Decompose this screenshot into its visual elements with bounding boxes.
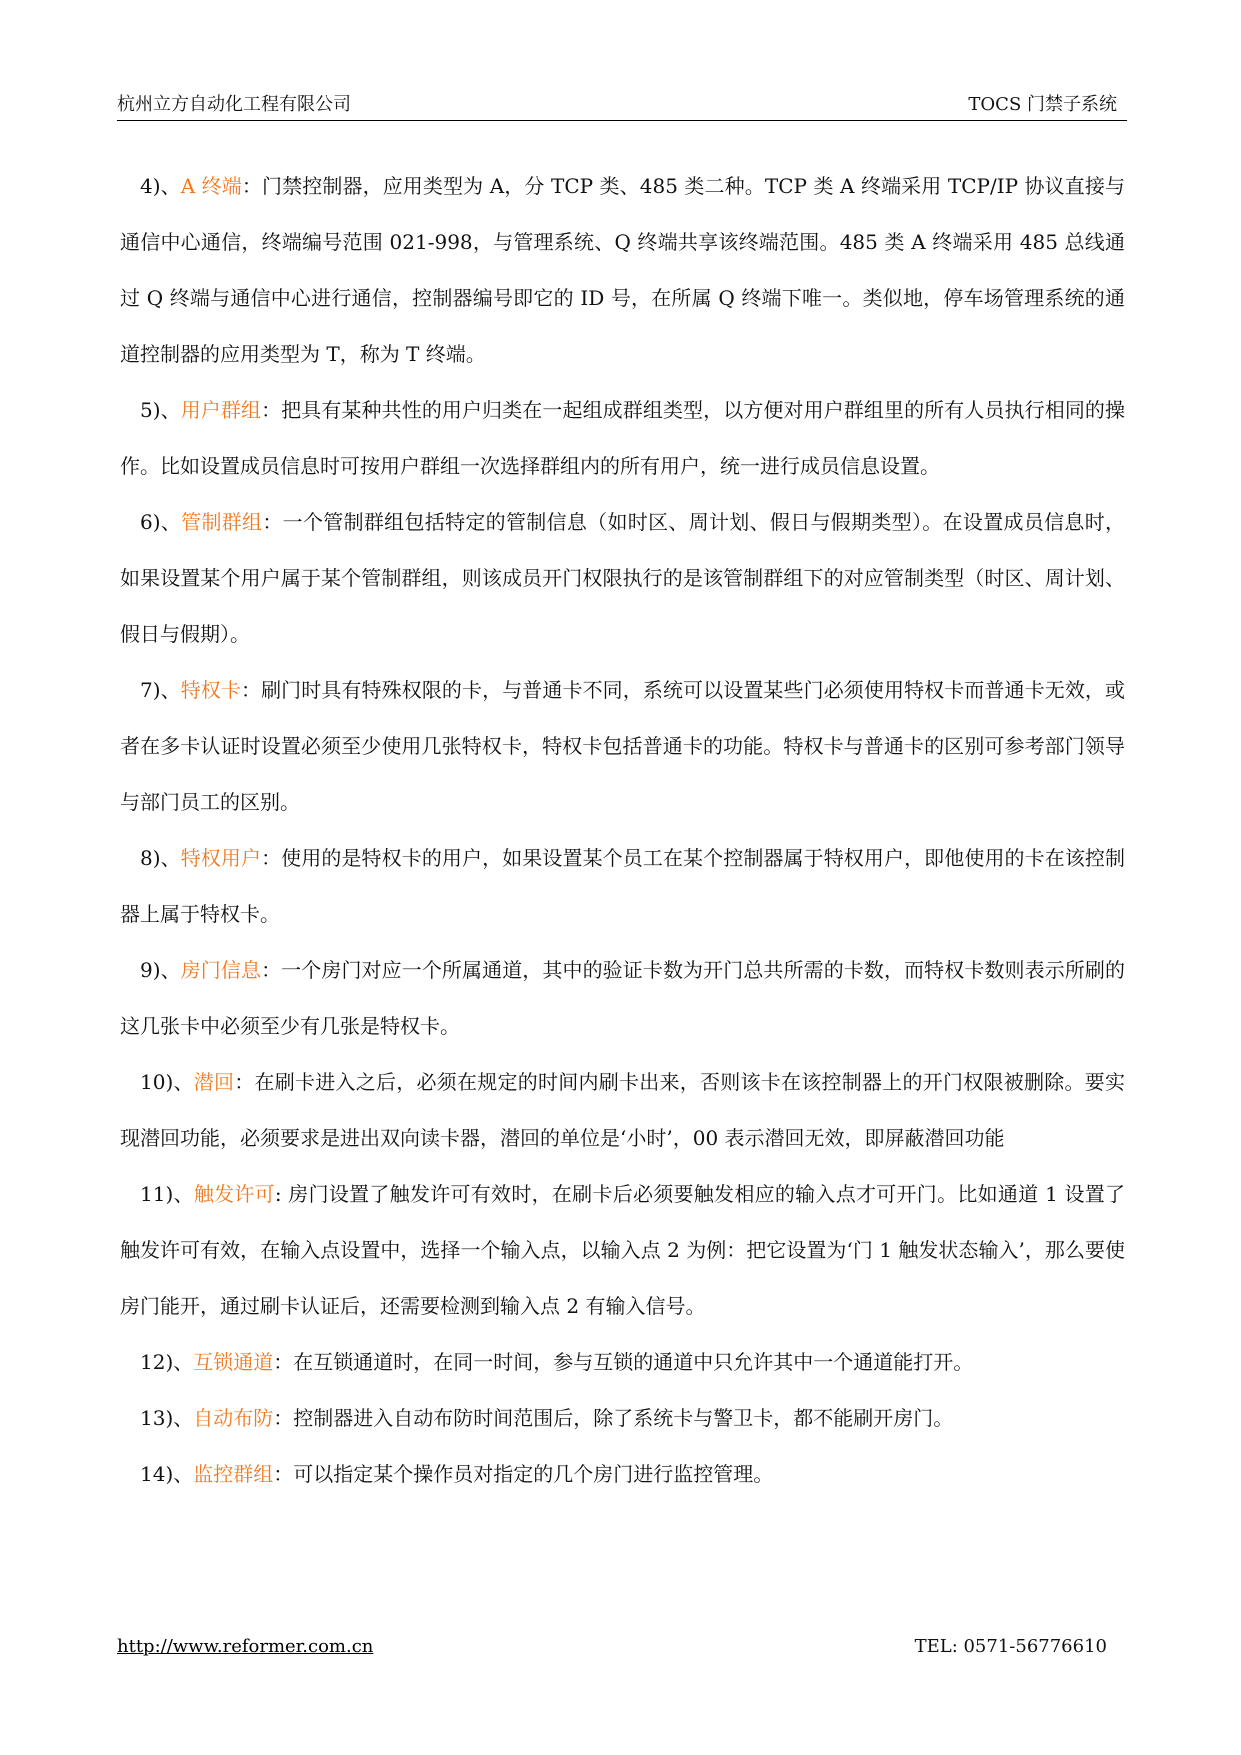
page-footer — [117, 1636, 1127, 1666]
term-label: 潜回 — [193, 1070, 235, 1094]
definition-paragraph-12 — [120, 1334, 1125, 1390]
term-label: 互锁通道 — [193, 1350, 274, 1374]
company-name: 杭州立方自动化工程有限公司 — [117, 94, 351, 115]
definition-text: : 房门设置了触发许可有效时，在刷卡后必须要触发相应的输入点才可开门。比如通道 1 设置了触发许可有效，在输入点设置中，选择一个输入点，以输入点 2 为例：把它设置为‘门 1 触发状态输入’，那么要使房门能开，通过刷卡认证后，还需要检测到输入点 2 有输入信号。 — [120, 1182, 1125, 1318]
definition-paragraph-4 — [120, 158, 1125, 382]
term-label: 管制群组 — [181, 510, 263, 534]
definition-paragraph-13 — [120, 1390, 1125, 1446]
document-body — [120, 158, 1125, 1502]
item-number: 10)、 — [140, 1070, 194, 1094]
definition-paragraph-9 — [120, 942, 1125, 1054]
term-label: 监控群组 — [193, 1462, 274, 1486]
definition-text: ：在互锁通道时，在同一时间，参与互锁的通道中只允许其中一个通道能打开。 — [273, 1350, 974, 1374]
definition-text: ：可以指定某个操作员对指定的几个房门进行监控管理。 — [273, 1462, 774, 1486]
definition-paragraph-11 — [120, 1166, 1125, 1334]
item-number: 11)、 — [140, 1182, 194, 1206]
definition-paragraph-8 — [120, 830, 1125, 942]
term-label: A 终端 — [180, 174, 242, 198]
item-number: 5)、 — [140, 398, 181, 422]
term-label: 特权用户 — [180, 846, 262, 870]
system-name: TOCS 门禁子系统 — [968, 94, 1117, 115]
term-label: 特权卡 — [180, 678, 241, 702]
definition-paragraph-14 — [120, 1446, 1125, 1502]
definition-text: ：一个管制群组包括特定的管制信息（如时区、周计划、假日与假期类型）。在设置成员信息时，如果设置某个用户属于某个管制群组，则该成员开门权限执行的是该管制群组下的对应管制类型（时区、周计划、假日与假期）。 — [120, 510, 1126, 646]
definition-text: ：在刷卡进入之后，必须在规定的时间内刷卡出来，否则该卡在该控制器上的开门权限被删除。要实现潜回功能，必须要求是进出双向读卡器，潜回的单位是‘小时’，00 表示潜回无效，即屏蔽潜回功能 — [120, 1070, 1126, 1150]
definition-text: ：门禁控制器，应用类型为 A，分 TCP 类、485 类二种。TCP 类 A 终端采用 TCP/IP 协议直接与通信中心通信，终端编号范围 021-998，与管理系统、Q 终端共享该终端范围。485 类 A 终端采用 485 总线通过 Q 终端与通信中心进行通信，控制器编号即它的 ID 号，在所属 Q 终端下唯一。类似地，停车场管理系统的通道控制器的应用类型为 T，称为 T 终端。 — [120, 174, 1125, 366]
item-number: 4)、 — [140, 174, 181, 198]
definition-text: ：控制器进入自动布防时间范围后，除了系统卡与警卫卡，都不能刷开房门。 — [273, 1406, 954, 1430]
telephone-number: TEL: 0571-56776610 — [914, 1636, 1107, 1657]
term-label: 自动布防 — [193, 1406, 274, 1430]
definition-text: ：把具有某种共性的用户归类在一起组成群组类型，以方便对用户群组里的所有人员执行相同的操作。比如设置成员信息时可按用户群组一次选择群组内的所有用户，统一进行成员信息设置。 — [120, 398, 1126, 478]
item-number: 13)、 — [140, 1406, 194, 1430]
item-number: 14)、 — [140, 1462, 194, 1486]
definition-text: ：一个房门对应一个所属通道，其中的验证卡数为开门总共所需的卡数，而特权卡数则表示所刷的这几张卡中必须至少有几张是特权卡。 — [120, 958, 1126, 1038]
item-number: 12)、 — [140, 1350, 194, 1374]
page-header — [117, 84, 1127, 121]
item-number: 7)、 — [140, 678, 181, 702]
website-link[interactable]: http://www.reformer.com.cn — [117, 1636, 374, 1657]
term-label: 触发许可 — [193, 1182, 275, 1206]
definition-text: ：使用的是特权卡的用户，如果设置某个员工在某个控制器属于特权用户，即他使用的卡在该控制器上属于特权卡。 — [120, 846, 1126, 926]
definition-paragraph-7 — [120, 662, 1125, 830]
definition-paragraph-5 — [120, 382, 1125, 494]
item-number: 9)、 — [140, 958, 181, 982]
term-label: 用户群组 — [180, 398, 262, 422]
definition-paragraph-6 — [120, 494, 1125, 662]
item-number: 6)、 — [140, 510, 182, 534]
definition-paragraph-10 — [120, 1054, 1125, 1166]
definition-text: ：刷门时具有特殊权限的卡，与普通卡不同，系统可以设置某些门必须使用特权卡而普通卡无效，或者在多卡认证时设置必须至少使用几张特权卡，特权卡包括普通卡的功能。特权卡与普通卡的区别可参考部门领导与部门员工的区别。 — [120, 678, 1126, 814]
term-label: 房门信息 — [180, 958, 262, 982]
item-number: 8)、 — [140, 846, 181, 870]
